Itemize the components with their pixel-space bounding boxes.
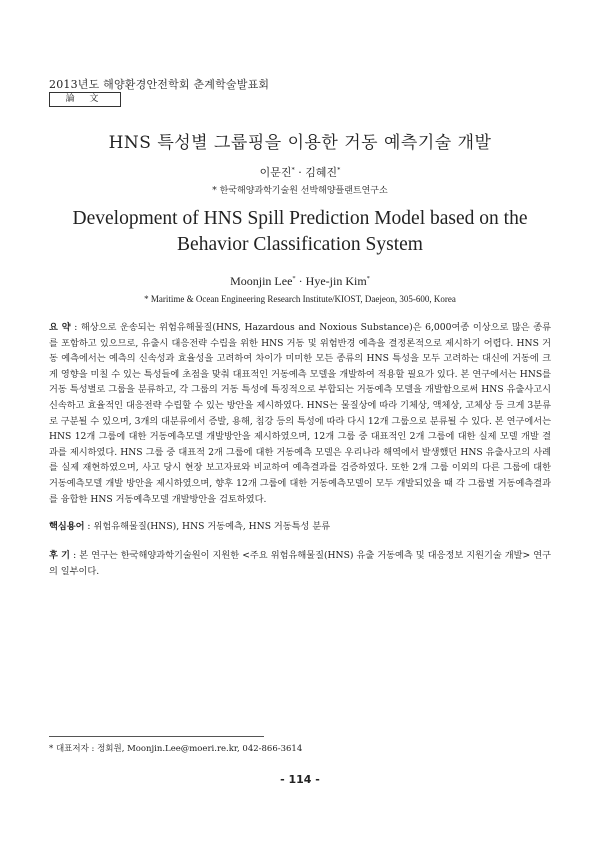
author-mark: * — [366, 275, 370, 282]
english-affiliation: * Maritime & Ocean Engineering Research Institute/KIOST, Daejeon, 305-600, Korea — [144, 294, 456, 304]
author-2-english: Hye-jin Kim — [305, 274, 367, 288]
acknowledgement: 후 기 : 본 연구는 한국해양과학기술원이 지원한 <주요 위험유해물질(HNS) 유출 거동예측 및 대응정보 지원기술 개발> 연구의 일부이다. — [49, 550, 551, 577]
author-1-korean: 이문진 — [259, 166, 292, 179]
author-1-english: Moonjin Lee — [230, 274, 293, 288]
keywords-label: 핵심용어 — [49, 521, 85, 532]
conference-header: 2013년도 해양환경안전학회 춘계학술발표회 — [49, 78, 270, 91]
page-number: - 114 - — [280, 773, 320, 786]
abstract: 요 약 : 해상으로 운송되는 위험유해물질(HNS, Hazardous and Noxious Substance)은 6,000여종 이상으로 많은 종류를 포함하고 있으므로, 유출시 대응전략 수립을 위한 HNS 거동 및 위험반경 예측을 결정론적으로 제시하기 어렵다. HNS 거동 예측에서는 예측의 신속성과 효율성을 고려하여 차이가 미미한 모든 종류의 HNS 특성을 모두 고려하는 대신에 거동에 크게 영향을 미칠 수 있는 특성들에 초점을 맞춰 대표적인 거동예측 모델을 개발하여 적용할 필요가 있다. 본 연구에서는 HNS를 거동 특성별로 그룹을 분류하고, 각 그룹의 거동 특성에 특징적으로 부합되는 거동예측 모델을 개발함으로써 HNS 유출사고시 신속하고 효율적인 대응전략 수립할 수 있는 방안을 제시하였다. HNS는 물질상에 따라 기체상, 액체상, 고체상 등 크게 3분류로 구분될 수 있으며, 3개의 대분류에서 증발, 용해, 침강 등의 특성에 따라 다시 12개 그룹으로 분류될 수 있다. 본 연구에서는 HNS 12개 그룹에 대한 거동예측모델 개발방안을 제시하였으며, 12개 그룹 중 대표적인 2개 그룹에 대한 실제 모델 개발 결과를 제시하였다. HNS 그룹 중 대표적 2개 그룹에 대한 거동예측 모델은 우리나라 해역에서 발생했던 HNS 유출사고의 사례를 실제 재현하였으며, 사고 당시 현장 보고자료와 비교하여 예측결과를 검증하였다. 또한 2개 그룹 이외의 다른 그룹에 대한 거동예측모델 개발 방안을 제시하였으며, 향후 12개 그룹에 대한 거동예측모델이 모두 개발되었을 때 각 그룹별 거동예측결과를 융합한 HNS 거동예측모델 개발방안을 검토하였다. — [49, 322, 552, 505]
author-separator: · — [295, 274, 306, 288]
keywords-text: 위험유해물질(HNS), HNS 거동예측, HNS 거동특성 분류 — [93, 521, 331, 532]
english-authors — [0, 274, 600, 289]
acknowledgement-label: 후 기 — [49, 550, 71, 561]
author-mark: * — [291, 165, 295, 174]
korean-title: HNS 특성별 그룹핑을 이용한 거동 예측기술 개발 — [108, 133, 492, 153]
author-mark: * — [292, 275, 296, 282]
author-separator: · — [294, 166, 306, 179]
keywords: 핵심용어 : 위험유해물질(HNS), HNS 거동예측, HNS 거동특성 분류 — [49, 521, 331, 532]
abstract-label: 요 약 — [49, 322, 71, 333]
author-mark: * — [337, 165, 341, 174]
footnote-divider — [49, 736, 264, 737]
acknowledgement-text: 본 연구는 한국해양과학기술원이 지원한 <주요 위험유해물질(HNS) 유출 거동예측 및 대응정보 지원기술 개발> 연구의 일부이다. — [49, 550, 551, 577]
korean-affiliation: * 한국해양과학기술원 선박해양플랜트연구소 — [212, 186, 388, 196]
author-2-korean: 김혜진 — [305, 166, 338, 179]
abstract-text: 해상으로 운송되는 위험유해물질(HNS, Hazardous and Noxious Substance)은 6,000여종 이상으로 많은 종류를 포함하고 있으므로, 유출시 대응전략 수립을 위한 HNS 거동 및 위험반경 예측을 결정론적으로 제시하기 어렵다. HNS 거동 예측에서는 예측의 신속성과 효율성을 고려하여 차이가 미미한 모든 종류의 HNS 특성을 모두 고려하는 대신에 거동에 크게 영향을 미칠 수 있는 특성들에 초점을 맞춰 대표적인 거동예측 모델을 개발하여 적용할 필요가 있다. 본 연구에서는 HNS를 거동 특성별로 그룹을 분류하고, 각 그룹의 거동 특성에 특징적으로 부합되는 거동예측 모델을 개발함으로써 HNS 유출사고시 신속하고 효율적인 대응전략 수립할 수 있는 방안을 제시하였다. HNS는 물질상에 따라 기체상, 액체상, 고체상 등 크게 3분류로 구분될 수 있으며, 3개의 대분류에서 증발, 용해, 침강 등의 특성에 따라 다시 12개 그룹으로 분류될 수 있다. 본 연구에서는 HNS 12개 그룹에 대한 거동예측모델 개발방안을 제시하였으며, 12개 그룹 중 대표적인 2개 그룹에 대한 실제 모델 개발 결과를 제시하였다. HNS 그룹 중 대표적 2개 그룹에 대한 거동예측 모델은 우리나라 해역에서 발생했던 HNS 유출사고의 사례를 실제 재현하였으며, 사고 당시 현장 보고자료와 비교하여 예측결과를 검증하였다. 또한 2개 그룹 이외의 다른 그룹에 대한 거동예측모델 개발 방안을 제시하였으며, 향후 12개 그룹에 대한 거동예측모델이 모두 개발되었을 때 각 그룹별 거동예측결과를 융합한 HNS 거동예측모델 개발방안을 검토하였다. — [49, 322, 552, 505]
corresponding-author-footnote: * 대표저자 : 정회원, Moonjin.Lee@moeri.re.kr, 042-866-3614 — [49, 744, 303, 754]
article-type-badge: 論 文 — [49, 92, 121, 107]
korean-authors — [0, 164, 600, 180]
english-title: Development of HNS Spill Prediction Model based on the Behavior Classification System — [72, 208, 528, 255]
